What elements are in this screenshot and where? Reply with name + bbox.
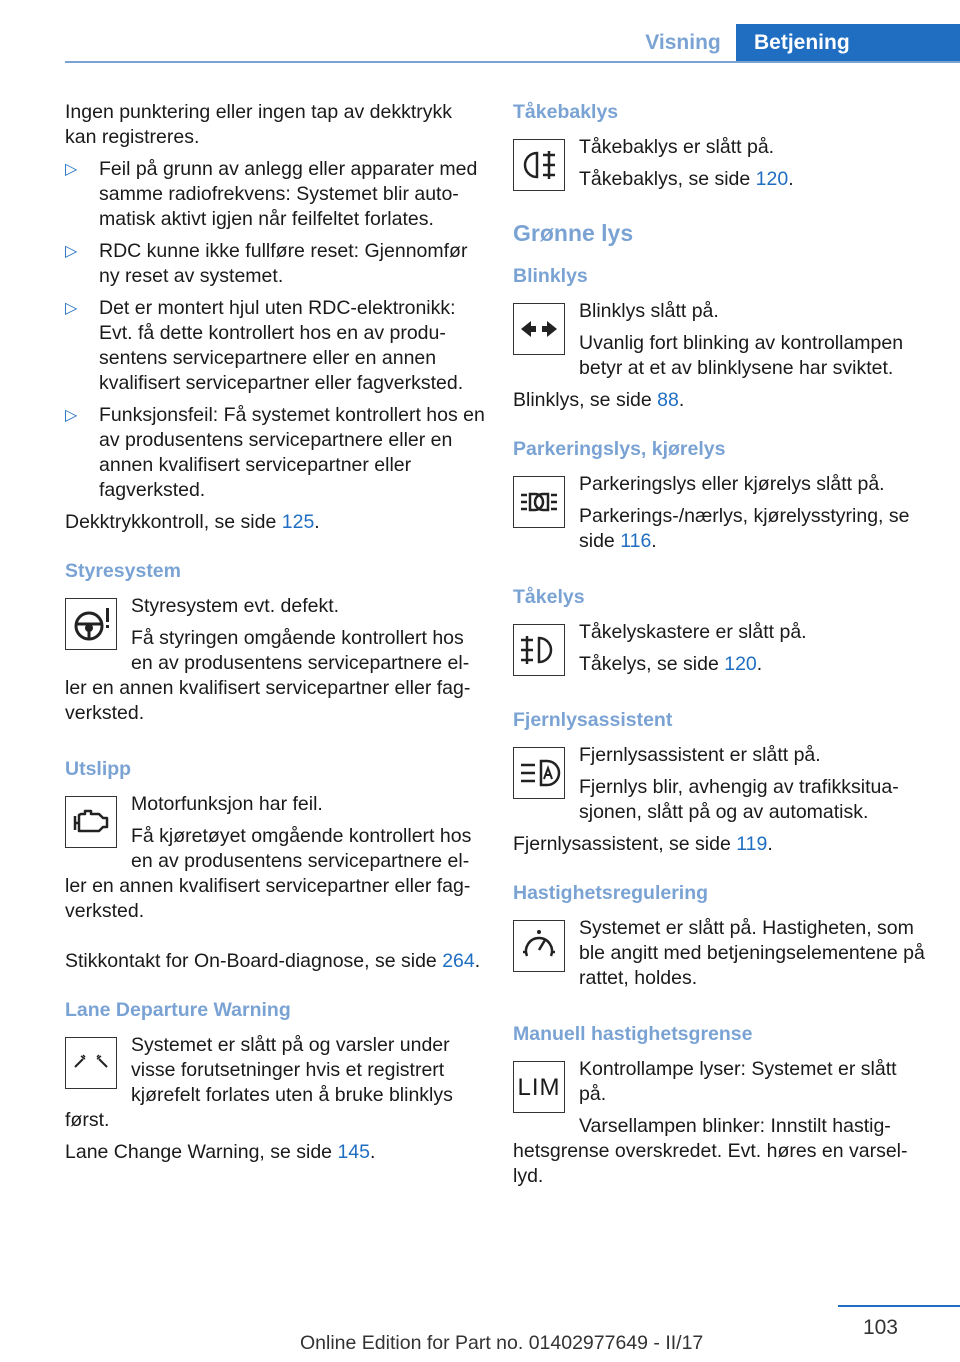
list-item: ▷ Det er montert hjul uten RDC-elektronikk: Evt. få dette kontrollert hos en av produ-sentens servicepartnere eller en annen kvalifisert servicepartner eller fagverksted. [65,297,464,394]
turn-signal-icon [513,303,565,355]
page-link[interactable]: 120 [724,653,757,675]
section-heading-taakelys: Tåkelys [513,586,585,608]
footer-divider [838,1305,960,1307]
triangle-bullet-icon: ▷ [65,300,78,317]
section-heading-gronne-lys: Grønne lys [513,220,634,246]
lane-departure-icon [65,1037,117,1089]
page-link[interactable]: 120 [755,168,789,190]
park-line1: Parkeringslys eller kjørelys slått på. [579,473,885,495]
section-heading-manuell: Manuell hastighetsgrense [513,1023,753,1045]
lim-label: LIM [517,1073,561,1101]
left-column [65,100,485,1172]
taakebak-line1: Tåkebaklys er slått på. [579,136,775,158]
rear-fog-light-icon [513,139,565,191]
styre-line2: Få styringen omgående kontrollert hos en av produsentens servicepartnere el-ler en annen kvalifisert servicepartner eller fag-verksted. [65,627,471,724]
page-link[interactable]: 116 [620,530,652,552]
triangle-bullet-icon: ▷ [65,407,78,424]
section-heading-utslipp: Utslipp [65,758,132,780]
bullet-list [65,157,485,503]
page-link[interactable]: 145 [337,1141,370,1163]
manuell-line2: Varsellampen blinker: Innstilt hastig-hetsgrense overskredet. Evt. høres en varsel-lyd. [513,1115,908,1187]
right-column [513,100,928,1196]
engine-warning-icon [65,796,117,848]
intro-text: Ingen punktering eller ingen tap av dekktrykk kan registreres. [65,101,452,148]
page-link[interactable]: 264 [442,950,475,972]
cruise-control-icon [513,920,565,972]
triangle-bullet-icon: ▷ [65,161,78,178]
section-heading-hastighetsregulering: Hastighetsregulering [513,882,709,904]
page-link[interactable]: 88 [657,389,679,411]
blink-reference: Blinklys, se side 88. [513,389,685,411]
styre-line1: Styresystem evt. defekt. [131,595,340,617]
blink-line1: Blinklys slått på. [579,300,719,322]
front-fog-light-icon [513,624,565,676]
list-item: ▷ RDC kunne ikke fullføre reset: Gjennomfør ny reset av systemet. [65,240,468,287]
fjern-reference: Fjernlysassistent, se side 119. [513,833,773,855]
section-heading-styresystem: Styresystem [65,560,181,582]
obd-reference: Stikkontakt for On-Board-diagnose, se side 264. [65,950,481,972]
list-item: ▷ Funksjonsfeil: Få systemet kontrollert hos en av produsentens servicepartnere eller en annen kvalifisert servicepartner eller fagverksted. [65,404,485,501]
section-heading-ldw: Lane Departure Warning [65,999,291,1021]
blink-line2: Uvanlig fort blinking av kontrollampen betyr at et av blinklysene har sviktet. [579,332,904,379]
lcw-reference: Lane Change Warning, se side 145. [65,1141,376,1163]
page-link[interactable]: 125 [281,511,315,533]
steering-warning-icon [65,598,117,650]
park-line2: Parkerings-/nærlys, kjørelysstyring, se side 116. [579,505,910,552]
taakebak-line2: Tåkebaklys, se side 120. [579,168,794,190]
page-link[interactable]: 119 [736,833,768,855]
header-divider [65,61,960,63]
section-heading-blinklys: Blinklys [513,265,588,287]
high-beam-assistant-icon [513,747,565,799]
ldw-line1: Systemet er slått på og varsler under visse forutsetninger hvis et registrert kjørefelt forlates uten å bruke blinklys først. [65,1034,453,1131]
utslipp-line1: Motorfunksjon har feil. [131,793,323,815]
section-heading-parkeringslys: Parkeringslys, kjørelys [513,438,726,460]
taake-line1: Tåkelyskastere er slått på. [579,621,807,643]
parking-light-icon [513,476,565,528]
tab-betjening[interactable]: Betjening [736,24,960,62]
taake-line2: Tåkelys, se side 120. [579,653,763,675]
section-heading-taakebaklys: Tåkebaklys [513,101,619,123]
fjern-line1: Fjernlysassistent er slått på. [579,744,821,766]
manuell-line1: Kontrollampe lyser: Systemet er slått på. [579,1058,897,1105]
hast-line1: Systemet er slått på. Hastigheten, som ble angitt med betjeningselementene på rattet, holdes. [579,917,925,989]
fjern-line2: Fjernlys blir, avhengig av trafikksitua-sjonen, slått på og av automatisk. [579,776,899,823]
section-heading-fjernlys: Fjernlysassistent [513,709,673,731]
speed-limit-icon [513,1061,565,1113]
triangle-bullet-icon: ▷ [65,243,78,260]
edition-text: Online Edition for Part no. 01402977649 - II/17 [300,1332,704,1354]
page-number: 103 [862,1316,898,1339]
list-item: ▷ Feil på grunn av anlegg eller apparater med samme radiofrekvens: Systemet blir auto-matisk aktivt igjen når feilfeltet forlates. [65,158,478,230]
tab-visning[interactable]: Visning [645,31,721,54]
utslipp-line2: Få kjøretøyet omgående kontrollert hos en av produsentens servicepartnere el-ler en annen kvalifisert servicepartner eller fag-verksted. [65,825,472,922]
dekk-reference: Dekktrykkontroll, se side 125. [65,511,320,533]
